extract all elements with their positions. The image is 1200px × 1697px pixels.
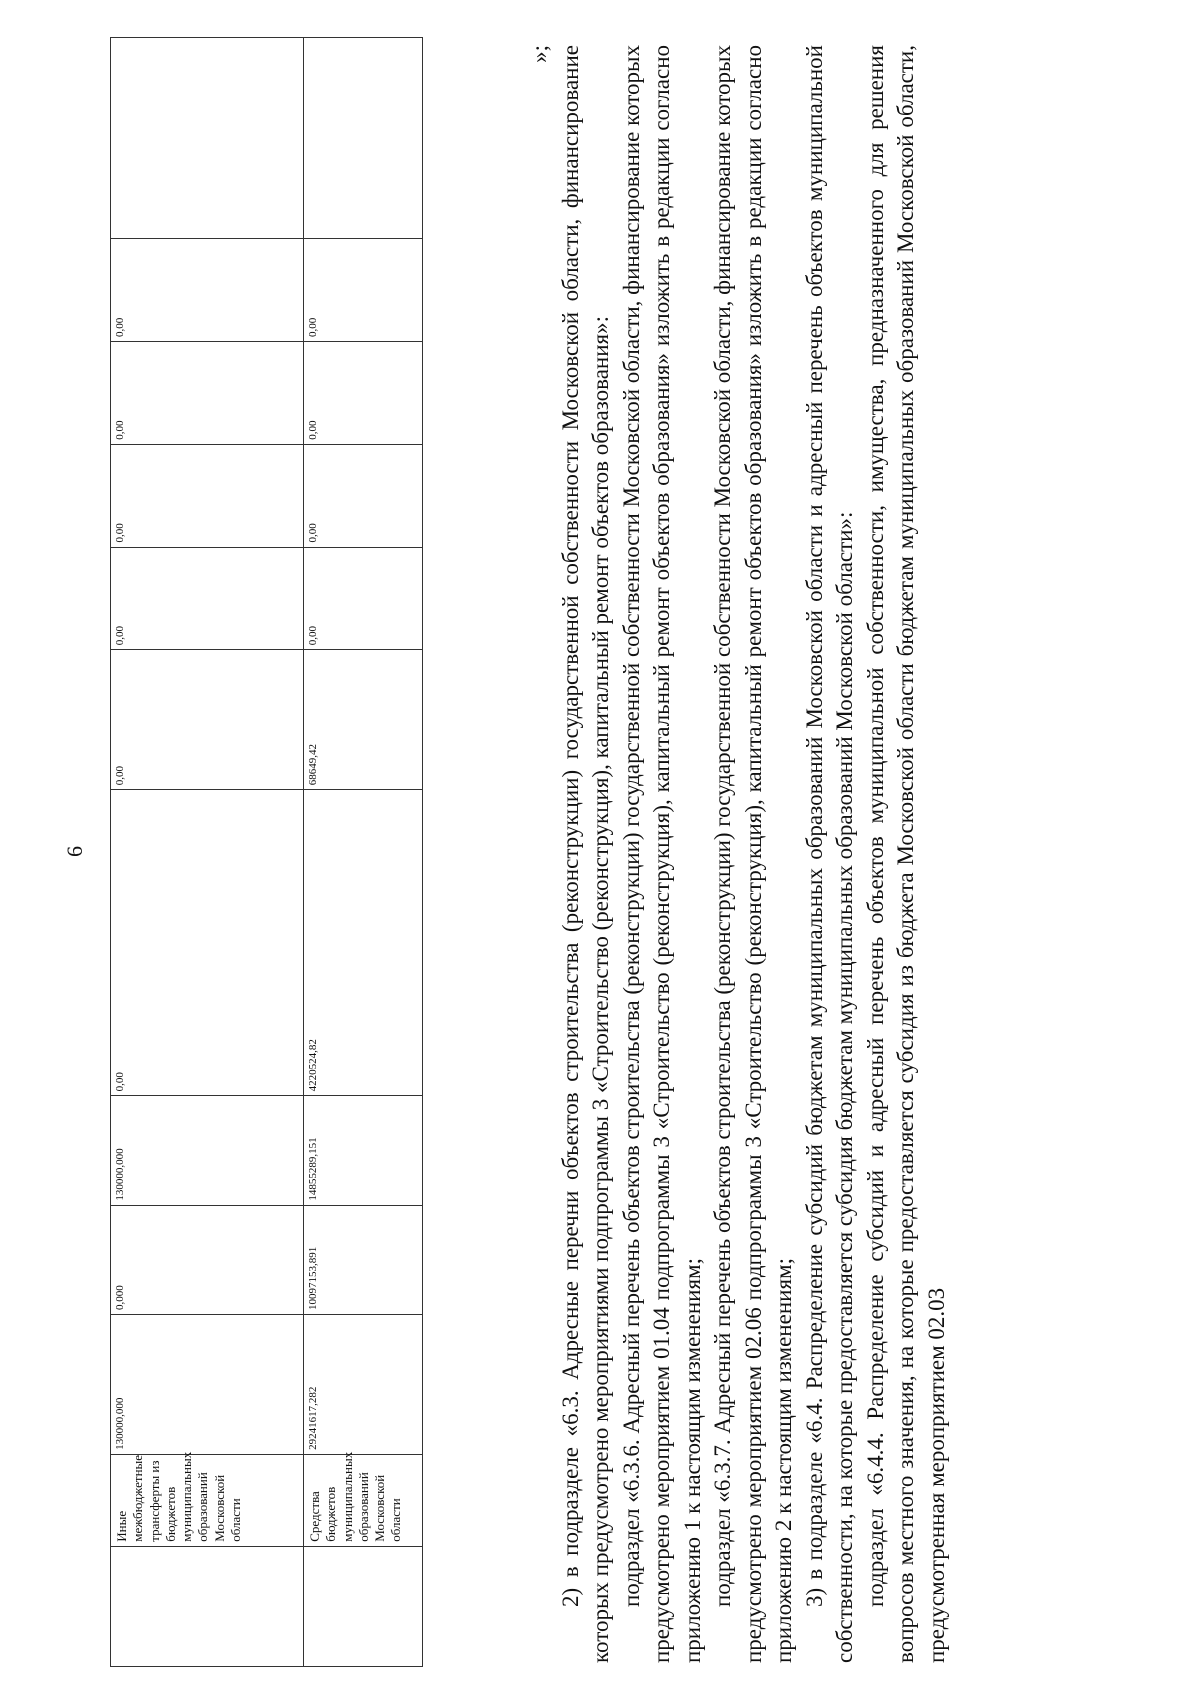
table-cell: 0,00	[304, 547, 423, 650]
document-body	[525, 45, 952, 1663]
table-cell	[111, 38, 304, 239]
table-row	[111, 38, 304, 1667]
paragraph: 3) в подразделе «6.4. Распределение субсидий бюджетам муниципальных образований Московской области и адресный перечень объектов муниципальной собственности, на которые предоставляется субсидия бюджетам муниципальных образований Московской области»:	[801, 45, 857, 1663]
paragraph: подраздел «6.3.7. Адресный перечень объектов строительства (реконструкции) государственной собственности Московской области, финансирование которых предусмотрено мероприятием 02.06 подпрограммы 3 «Строительство (реконструкция), капитальный ремонт объектов образования» изложить в редакции согласно приложению 2 к настоящим изменениям;	[710, 45, 796, 1663]
table-cell: 0,00	[304, 341, 423, 444]
table-cell: 130000,000	[111, 1096, 304, 1205]
table-cell: 68649,42	[304, 650, 423, 790]
page-number: 6	[62, 846, 87, 857]
closing-quote: »;	[527, 45, 552, 63]
table-row	[304, 38, 423, 1667]
table-cell: 130000,000	[111, 1314, 304, 1454]
paragraph: подраздел «6.3.6. Адресный перечень объектов строительства (реконструкции) государственной собственности Московской области, финансирование которых предусмотрено мероприятием 01.04 подпрограммы 3 «Строительство (реконструкция), капитальный ремонт объектов образования» изложить в редакции согласно приложению 1 к настоящим изменениям;	[618, 45, 705, 1663]
row-label: Иные межбюджетные трансферты из бюджетов муниципальных образований Московской области	[111, 1454, 304, 1546]
table-cell: 0,00	[304, 239, 423, 342]
table-cell: 0,000	[111, 1205, 304, 1314]
table-cell: 0,00	[111, 547, 304, 650]
table-cell	[304, 38, 423, 239]
table-cell: 0,00	[111, 239, 304, 342]
table-cell: 0,00	[111, 650, 304, 790]
table-cell-empty	[111, 1546, 304, 1666]
table-cell-empty	[304, 1546, 423, 1666]
financing-table	[110, 37, 423, 1667]
table-cell: 0,00	[111, 341, 304, 444]
paragraph: 2) в подразделе «6.3. Адресные перечни объектов строительства (реконструкции) государственной собственности Московской области, финансирование которых предусмотрено мероприятиями подпрограммы 3 «Строительство (реконструкция), капитальный ремонт объектов образования»:	[557, 45, 613, 1663]
row-label: Средства бюджетов муниципальных образований Московской области	[304, 1454, 423, 1546]
table-cell: 4220524,82	[304, 790, 423, 1096]
table-cell: 14855289,151	[304, 1096, 423, 1205]
table-cell: 29241617,282	[304, 1314, 423, 1454]
paragraph: подраздел «6.4.4. Распределение субсидий и адресный перечень объектов муниципальной собственности, имущества, предназначенного для решения вопросов местного значения, на которые предоставляется субсидия из бюджета Московской области бюджетам муниципальных образований Московской области, предусмотренная мероприятием 02.03	[862, 45, 949, 1663]
table-cell: 10097153,891	[304, 1205, 423, 1314]
table-cell: 0,00	[111, 790, 304, 1096]
table-cell: 0,00	[111, 444, 304, 547]
table-cell: 0,00	[304, 444, 423, 547]
